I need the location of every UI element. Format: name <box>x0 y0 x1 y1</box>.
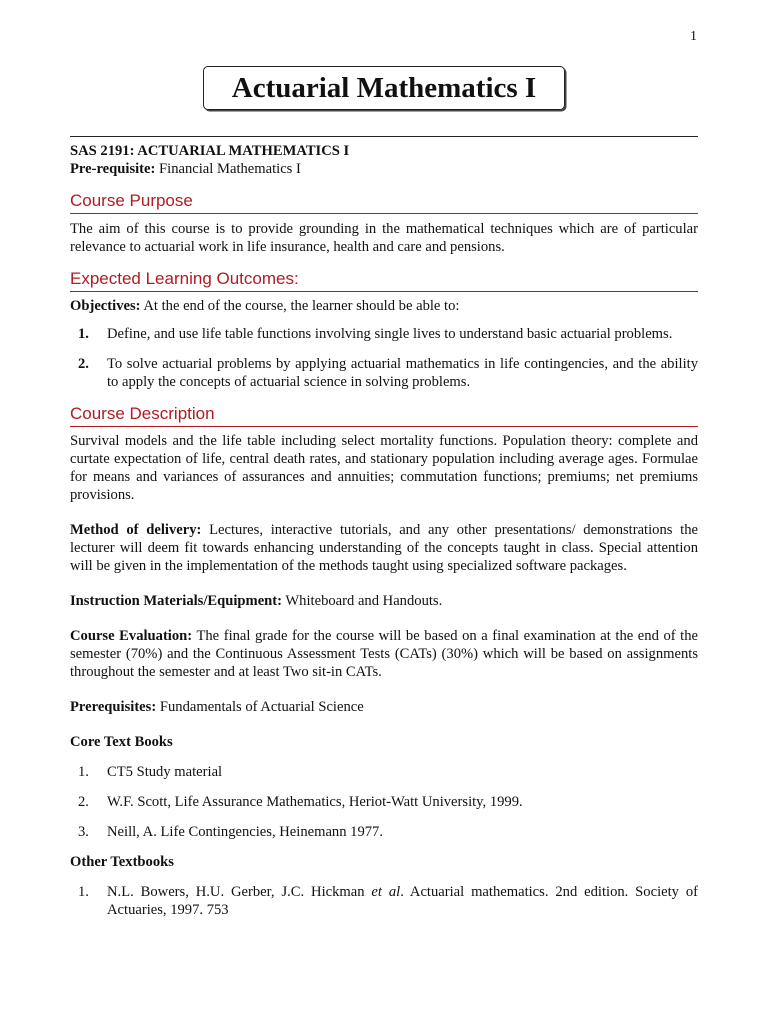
delivery-paragraph <box>70 521 698 575</box>
section-heading-description: Course Description <box>70 404 698 427</box>
header-rule <box>70 136 698 137</box>
prerequisite-label: Pre-requisite: <box>70 161 156 177</box>
list-item <box>70 823 698 841</box>
list-item <box>70 355 698 391</box>
core-books-list <box>70 763 698 841</box>
prerequisites-text: Fundamentals of Actuarial Science <box>159 699 364 715</box>
description-text: Survival models and the life table including select mortality functions. Population theory: complete and curtate expectation of life, central death rates, and stationary population including average ages. Formulae for means and variances of assurances and annuities; commutation functions; premiums; net premiums provisions. <box>70 433 698 503</box>
list-item-text: Define, and use life table functions involving single lives to understand basic actuarial problems. <box>107 326 673 342</box>
list-item-text: W.F. Scott, Life Assurance Mathematics, Heriot-Watt University, 1999. <box>107 794 523 810</box>
prerequisites-label: Prerequisites: <box>70 699 157 715</box>
materials-text: Whiteboard and Handouts. <box>285 593 443 609</box>
course-code: SAS 2191: ACTUARIAL MATHEMATICS I <box>70 143 350 159</box>
other-books-list <box>70 883 698 919</box>
list-item-text: To solve actuarial problems by applying actuarial mathematics in life contingencies, and the ability to apply the concepts of actuarial science in solving problems. <box>107 356 698 390</box>
list-item <box>70 883 698 919</box>
book-details: . Actuarial mathematics. 2nd edition. Society of Actuaries, 1997. 753 <box>107 884 698 918</box>
evaluation-text: The final grade for the course will be based on a final examination at the end of the semester (70%) and the Continuous Assessment Tests (CATs) (30%) which will be based on assignments throughout the semester and at least Two sit-in CATs. <box>70 628 698 680</box>
list-item <box>70 325 698 343</box>
section-heading-outcomes: Expected Learning Outcomes: <box>70 269 698 292</box>
core-books-heading: Core Text Books <box>70 734 173 750</box>
list-item-number: 2. <box>78 794 89 810</box>
objectives-list <box>70 325 698 391</box>
objectives-label: Objectives: <box>70 298 141 314</box>
list-item-number: 2. <box>78 356 89 372</box>
list-item <box>70 793 698 811</box>
document-body <box>70 136 698 919</box>
section-heading-purpose: Course Purpose <box>70 191 698 214</box>
evaluation-label: Course Evaluation: <box>70 628 193 644</box>
delivery-text: Lectures, interactive tutorials, and any other presentations/ demonstrations the lecturer will deem fit towards enhancing understanding of the concepts taught in class. Special attention will be given in the implementation of the methods taught using specialized software packages. <box>70 522 698 574</box>
prerequisites-paragraph <box>70 698 698 716</box>
materials-paragraph <box>70 592 698 610</box>
objectives-text: At the end of the course, the learner should be able to: <box>143 298 460 314</box>
list-item-number: 3. <box>78 824 89 840</box>
evaluation-paragraph <box>70 627 698 681</box>
book-authors: N.L. Bowers, H.U. Gerber, J.C. Hickman <box>107 884 372 900</box>
book-et-al: et al <box>371 884 401 900</box>
page-number: 1 <box>690 29 697 44</box>
list-item-text <box>107 884 698 918</box>
document-title: Actuarial Mathematics I <box>203 66 565 110</box>
list-item-text: CT5 Study material <box>107 764 223 780</box>
list-item-text: Neill, A. Life Contingencies, Heinemann 1977. <box>107 824 384 840</box>
list-item-number: 1. <box>78 326 89 342</box>
delivery-label: Method of delivery: <box>70 522 202 538</box>
materials-label: Instruction Materials/Equipment: <box>70 593 283 609</box>
list-item-number: 1. <box>78 764 89 780</box>
prerequisite-line <box>70 160 698 178</box>
other-books-heading: Other Textbooks <box>70 854 174 870</box>
list-item-number: 1. <box>78 884 89 900</box>
prerequisite-value: Financial Mathematics I <box>159 161 301 177</box>
purpose-text: The aim of this course is to provide grounding in the mathematical techniques which are of particular relevance to actuarial work in life insurance, health and care and pensions. <box>70 221 698 255</box>
list-item <box>70 763 698 781</box>
objectives-line <box>70 297 698 315</box>
